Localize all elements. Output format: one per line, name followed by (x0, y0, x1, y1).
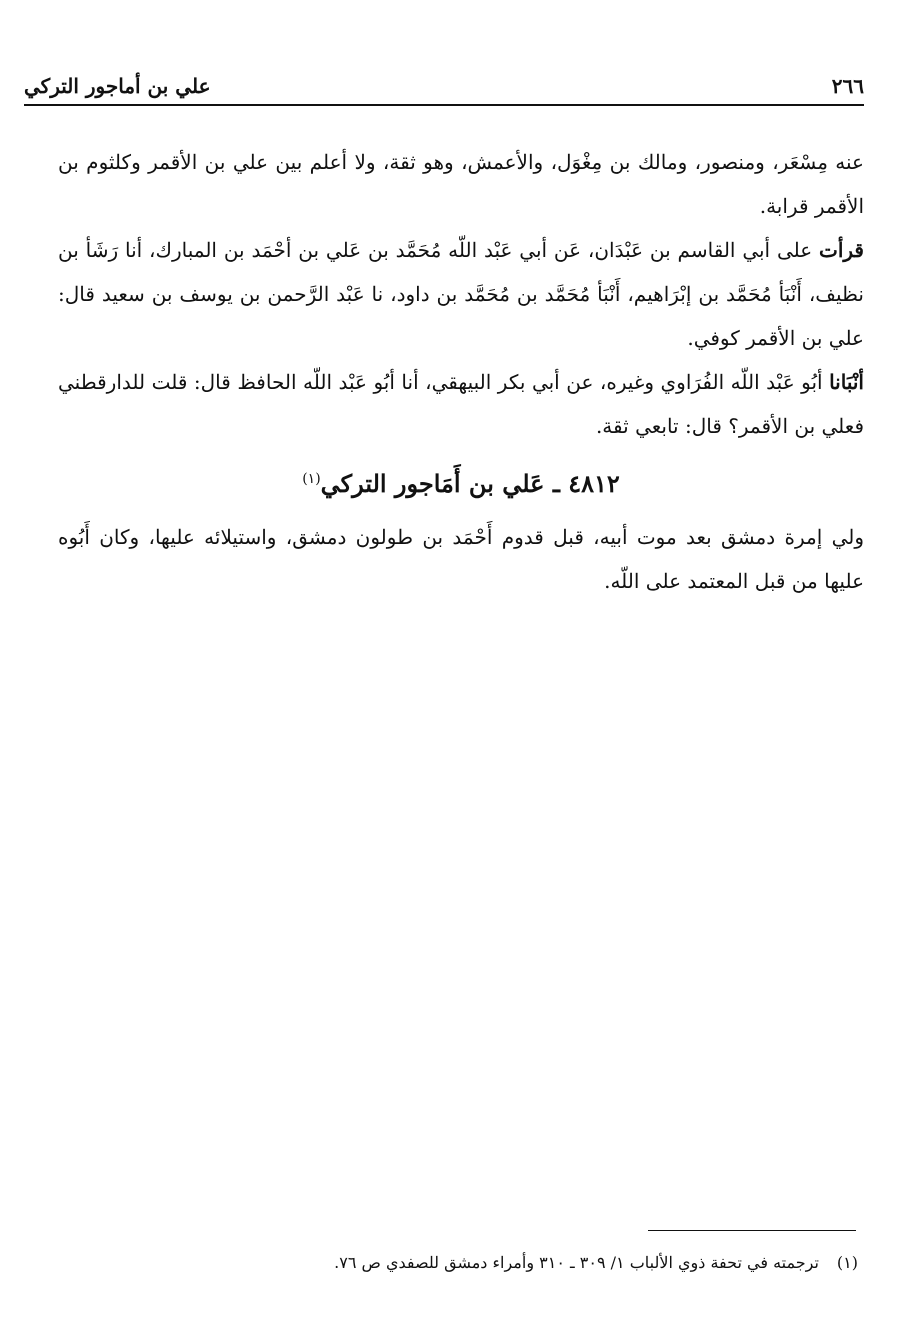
paragraph-3-lead: أنْبَانا (829, 370, 864, 394)
entry-text: ولي إمرة دمشق بعد موت أبيه، قبل قدوم أَحْمَد بن طولون دمشق، واستيلائه عليها، وكان أَبُوه عليها من قبل المعتمد على اللّه. (58, 525, 865, 593)
page-number: ٢٦٦ (831, 74, 864, 98)
footnote-text: ترجمته في تحفة ذوي الألباب ١/ ٣٠٩ ـ ٣١٠ وأمراء دمشق للصفدي ص ٧٦. (334, 1253, 819, 1272)
footnote-marker: (١) (302, 471, 321, 487)
entry-heading (58, 454, 864, 509)
paragraph-2-lead: قرأت (819, 238, 864, 262)
footnote-divider (648, 1230, 856, 1231)
paragraph-2 (58, 228, 864, 360)
footnote (260, 1248, 858, 1278)
paragraph-3-text: أبُو عَبْد اللّه الفُرَاوي وغيره، عن أبي بكر البيهقي، أنا أبُو عَبْد اللّه الحافظ قال: قلت للدارقطني فعلي بن الأقمر؟ قال: تابعي ثقة. (58, 370, 864, 438)
paragraph-3 (58, 360, 864, 448)
paragraph-2-text: على أبي القاسم بن عَبْدَان، عَن أبي عَبْد اللّه مُحَمَّد بن عَلي بن أحْمَد بن المبارك، أنا رَشَأ بن نظيف، أَنْبَأ مُحَمَّد بن إبْرَاهيم، أَنْبَأ مُحَمَّد بن مُحَمَّد بن داود، نا عَبْد الرَّحمن بن يوسف بن سعيد قال: علي بن الأقمر كوفي. (58, 238, 864, 350)
entry-title: ٤٨١٢ ـ عَلي بن أَمَاجور التركي (320, 469, 620, 498)
entry-paragraph (58, 515, 864, 603)
main-text (58, 140, 864, 603)
page-header (24, 68, 864, 106)
footnote-number: (١) (836, 1253, 858, 1272)
paragraph-1-text: عنه مِسْعَر، ومنصور، ومالك بن مِغْوَل، والأعمش، وهو ثقة، ولا أعلم بين علي بن الأقمر وكلثوم بن الأقمر قرابة. (58, 150, 864, 218)
running-title: علي بن أماجور التركي (24, 74, 211, 98)
paragraph-1 (58, 140, 864, 228)
